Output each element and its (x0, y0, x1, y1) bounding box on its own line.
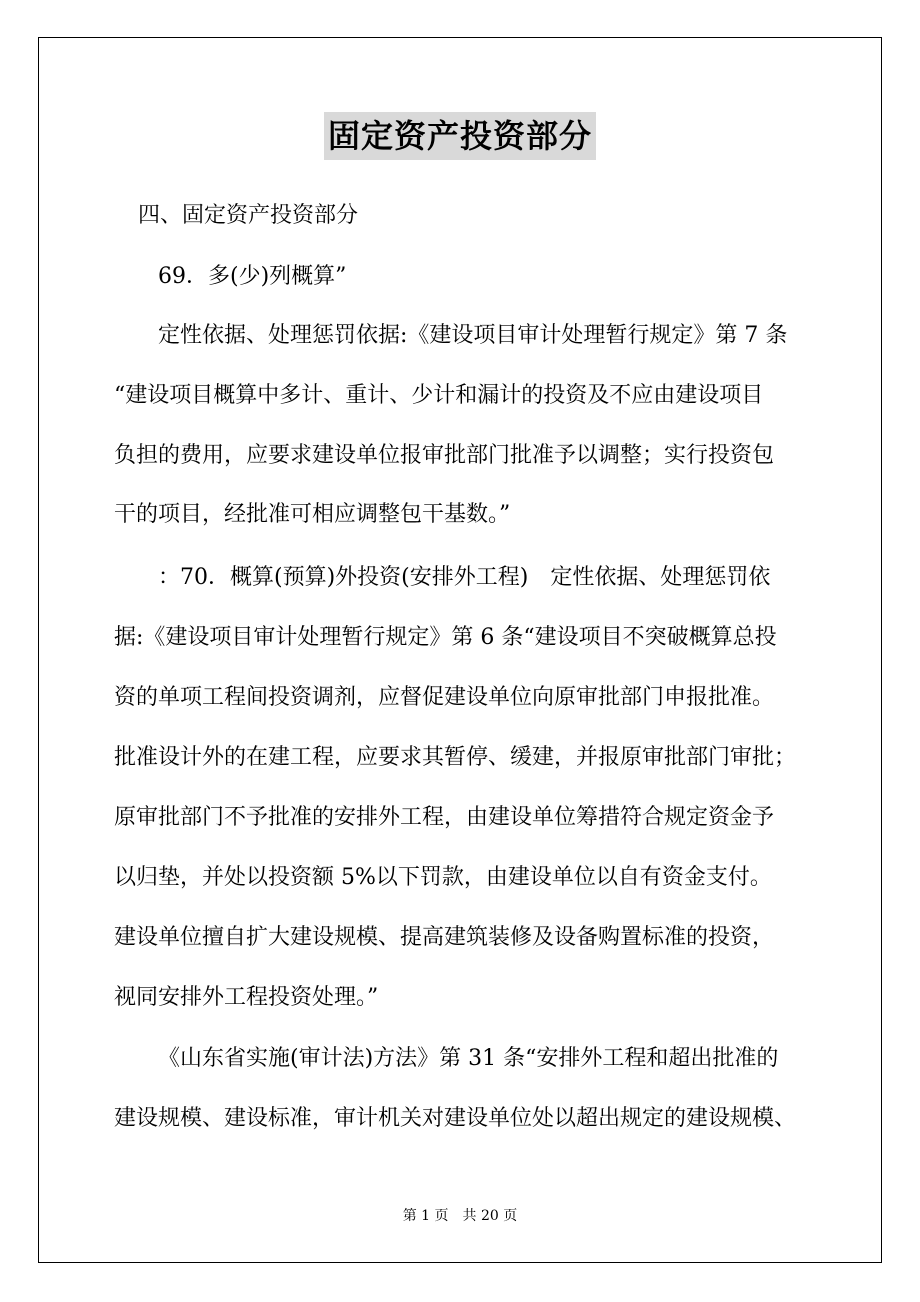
body-line: 视同安排外工程投资处理。” (114, 985, 379, 1010)
body-line: 资的单项工程间投资调剂，应督促建设单位向原审批部门申报批准。 (114, 685, 775, 710)
body-line: 建设单位擅自扩大建设规模、提高建筑装修及设备购置标准的投资， (114, 925, 775, 950)
body-line: 《山东省实施(审计法)方法》第 31 条“安排外工程和超出批准的 (158, 1046, 779, 1071)
body-line: 原审批部门不予批准的安排外工程，由建设单位筹措符合规定资金予 (114, 805, 775, 830)
body-line: 干的项目，经批准可相应调整包干基数。” (114, 502, 511, 527)
body-line: 建设规模、建设标准，审计机关对建设单位处以超出规定的建设规模、 (114, 1106, 797, 1131)
body-line: ：70．概算(预算)外投资(安排外工程) 定性依据、处理惩罚依 (158, 565, 771, 590)
body-line: 以归垫，并处以投资额 5%以下罚款，由建设单位以自有资金支付。 (114, 865, 772, 890)
page-footer: 第 1 页 共 20 页 (402, 1208, 518, 1224)
body-line: 69．多(少)列概算” (158, 264, 347, 289)
body-line: “建设项目概算中多计、重计、少计和漏计的投资及不应由建设项目 (114, 383, 764, 408)
body-line: 四、固定资产投资部分 (138, 203, 359, 228)
body-line: 负担的费用，应要求建设单位报审批部门批准予以调整；实行投资包 (114, 443, 775, 468)
title-block (0, 112, 920, 160)
body-line: 批准设计外的在建工程，应要求其暂停、缓建，并报原审批部门审批； (114, 745, 797, 770)
body-line: 定性依据、处理惩罚依据:《建设项目审计处理暂行规定》第 7 条 (158, 323, 788, 348)
body-line: 据:《建设项目审计处理暂行规定》第 6 条“建设项目不突破概算总投 (114, 625, 777, 650)
document-title: 固定资产投资部分 (324, 112, 596, 160)
